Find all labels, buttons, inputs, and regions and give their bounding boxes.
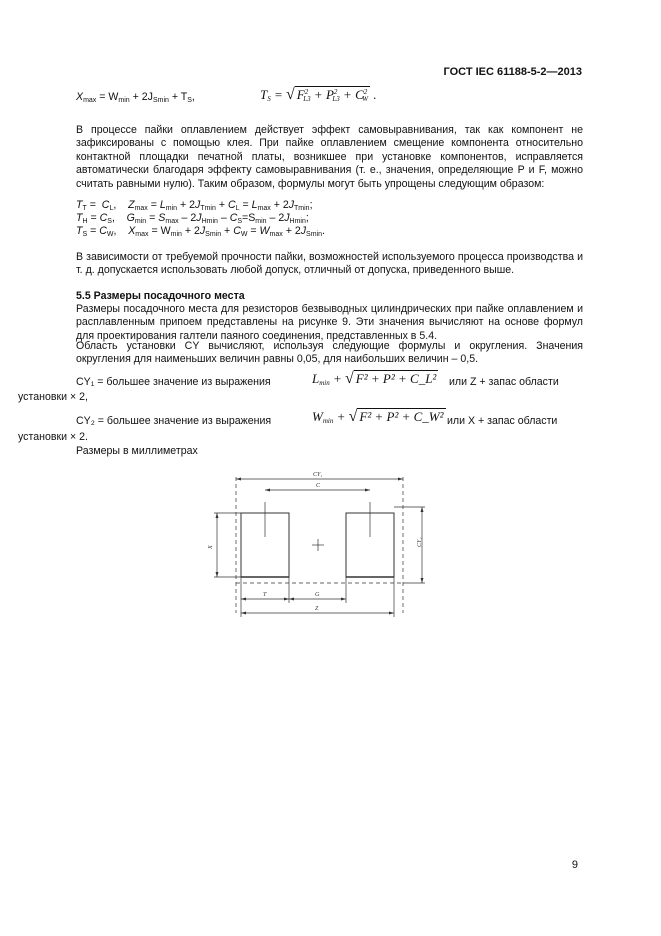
cy1-expression: $L_{min}$ + √ F² + P² + C_L²: [312, 370, 437, 387]
cy2-continuation: установки × 2.: [18, 431, 88, 443]
document-header: ГОСТ IEC 61188-5-2—2013: [443, 66, 582, 78]
cy2-expression: $W_{min}$ + √ F² + P² + C_W²: [312, 408, 444, 425]
label-cy1: CY₁: [313, 472, 323, 478]
cy1-lead: CY₁ = большее значение из выражения: [76, 376, 271, 388]
label-cy2: CY₂: [417, 537, 423, 547]
label-x: X: [208, 545, 214, 549]
simplified-formula-2: $T_H = C_S$, $G_{min} = S_{max} - 2J_{Hmin} - C_S=S_{min} - 2J_{Hmin}$;: [76, 212, 309, 225]
label-t: T: [263, 592, 267, 598]
simplified-formula-1: $T_T = C_L$, $Z_{max} = L_{min} + 2J_{Tmin} + C_L = L_{max} + 2J_{Tmin}$;: [76, 199, 313, 212]
paragraph-tolerance: В зависимости от требуемой прочности пайки, возможностей используемого процесса производства и т. д. допускается использовать любой допуск, отличный от допуска, приведенного выше.: [76, 251, 583, 277]
simplified-formula-3: $T_S = C_W$, $X_{max} = W_{min} + 2J_{Smin} + C_W = W_{max} + 2J_{Smin}$.: [76, 225, 325, 238]
xmax-formula: $X_{max} = W_{min} + 2J_{Smin} + T_S$,: [76, 91, 195, 104]
cy2-tail: или X + запас области: [447, 415, 558, 427]
cy1-continuation: установки × 2,: [18, 391, 88, 403]
label-g: G: [315, 592, 320, 598]
label-c: C: [316, 483, 321, 489]
cy2-lead: CY₂ = большее значение из выражения: [76, 415, 272, 427]
land-pattern-figure: [200, 465, 450, 630]
ts-formula: $T_S$ = √ $F^2_{L3} + P^2_{L3} + C^2_W$ .: [260, 86, 377, 103]
cy1-tail: или Z + запас области: [449, 376, 559, 388]
page-number: 9: [571, 859, 578, 871]
units-note: Размеры в миллиметрах: [76, 445, 198, 457]
paragraph-self-alignment: В процессе пайки оплавлением действует эффект самовыравнивания, так как компонент не зафиксированы с помощью клея. При пайке оплавлением смещение компонента относительно контактной площадки печатной платы, возникшее при установке компонентов, исправляется автоматически благодаря эффекту самовыравнивания (т. е., значения, определяющие P и F, можно считать равными нулю). Таким образом, формулы могут быть упрощены следующим образом:: [76, 124, 583, 190]
paragraph-courtyard: Область установки CY вычисляют, используя следующие формулы и округления. Значения округления для наименьших величин равны 0,05, для наибольших величин – 0,5.: [76, 340, 583, 366]
paragraph-land-dimensions: Размеры посадочного места для резисторов безвыводных цилиндрических при пайке оплавлением и расплавленным припоем представлены на рисунке 9. Эти значения вычисляют на основе формул для проектирования галтели паяного соединения, представленных в 5.4.: [76, 303, 583, 342]
label-z: Z: [315, 606, 319, 612]
section-title: 5.5 Размеры посадочного места: [76, 290, 245, 302]
